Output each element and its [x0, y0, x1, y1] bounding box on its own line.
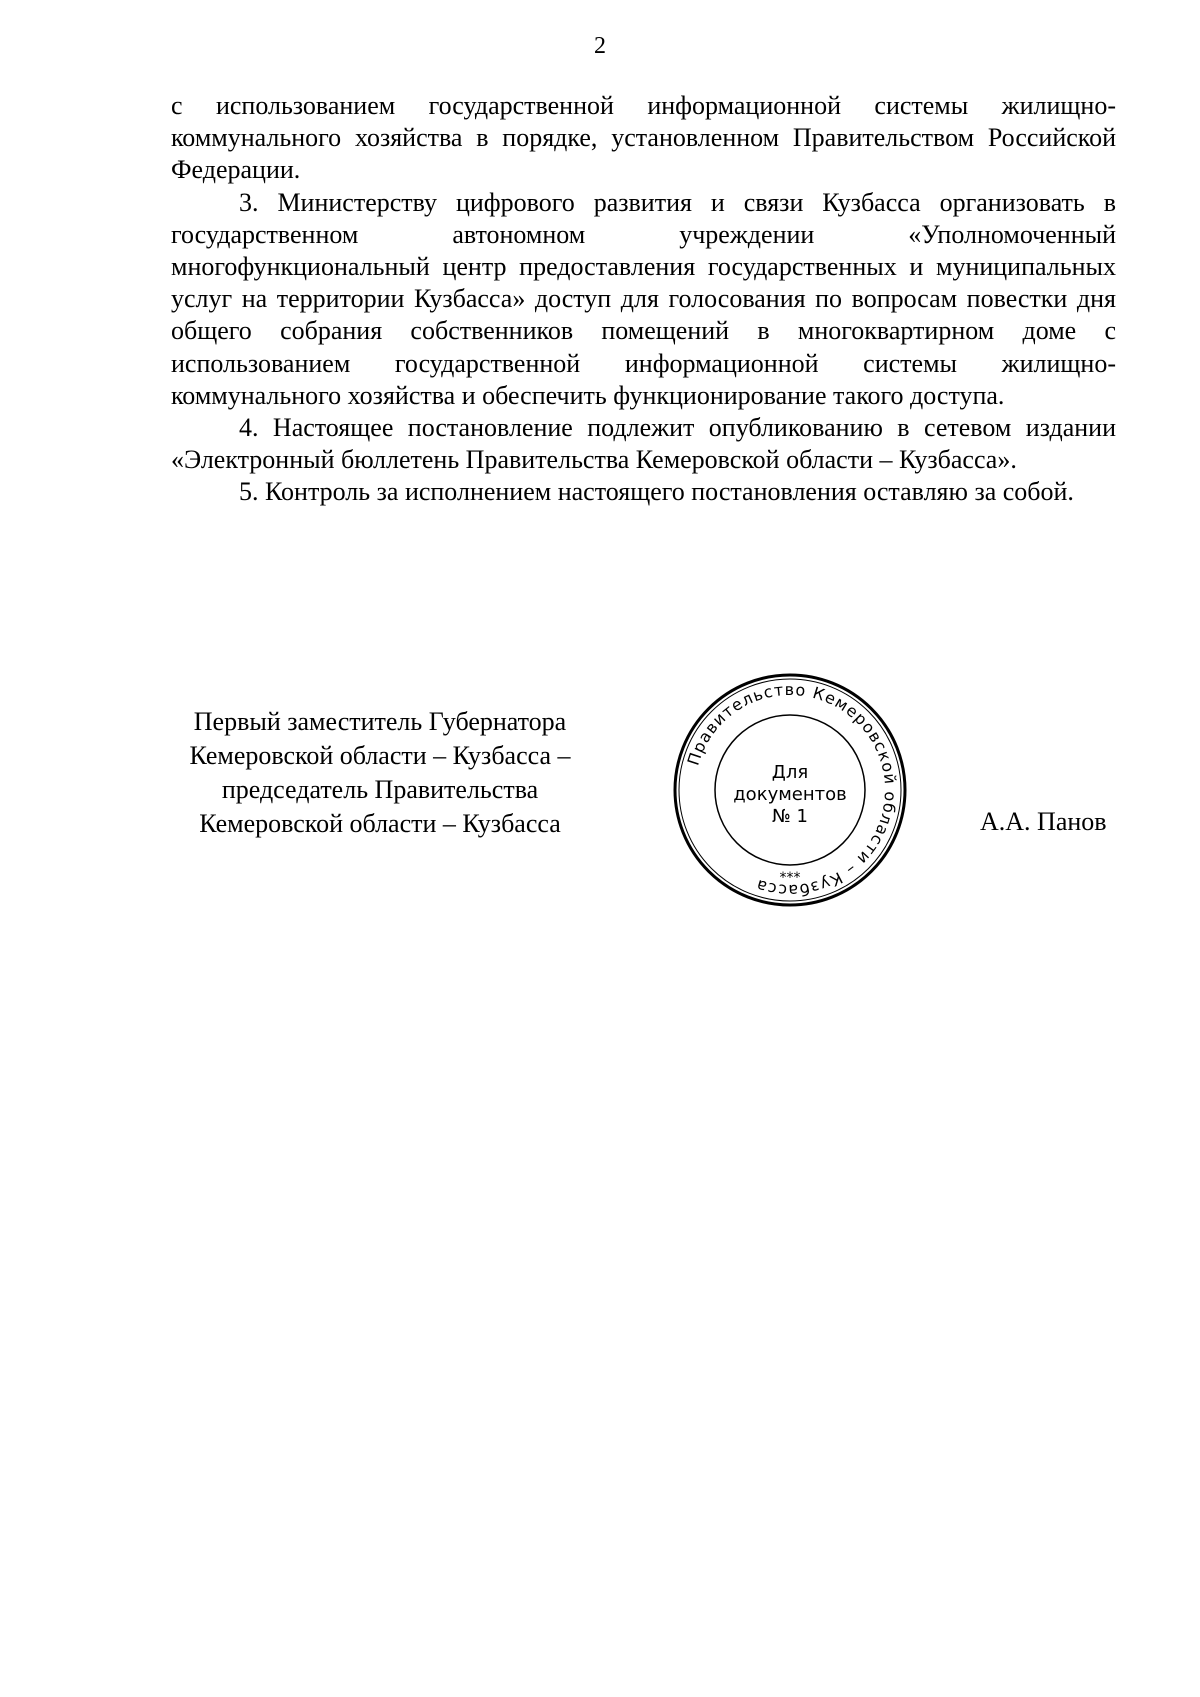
- document-body: [171, 90, 1116, 509]
- paragraph-3: 3. Министерству цифрового развития и связи Кузбасса организовать в государственном автономном учреждении «Уполномоченный многофункциональный центр предоставления государственных и муниципальных услуг на территории Кузбасса» доступ для голосования по вопросам повестки дня общего собрания собственников помещений в многоквартирном доме с использованием государственной информационной системы жилищно-коммунального хозяйства и обеспечить функционирование такого доступа.: [171, 187, 1116, 410]
- paragraph-continuation: с использованием государственной информационной системы жилищно-коммунального хозяйства в порядке, установленном Правительством Российской Федерации.: [171, 91, 1116, 185]
- seal-center-line: документов: [733, 784, 847, 805]
- paragraph-5: 5. Контроль за исполнением настоящего постановления оставляю за собой.: [239, 477, 1074, 507]
- seal-bottom-mark: ***: [779, 870, 801, 886]
- seal-center-line: № 1: [772, 806, 808, 827]
- signatory-title-line: Первый заместитель Губернатора: [193, 707, 567, 736]
- seal-graphic: [670, 670, 910, 910]
- signatory-title: [150, 705, 610, 841]
- official-seal: [670, 670, 910, 910]
- seal-ring-text: Правительство Кемеровской области – Кузбасса: [683, 679, 901, 901]
- signatory-title-line: Кемеровской области – Кузбасса –: [189, 741, 571, 770]
- page-number: 2: [594, 33, 606, 59]
- seal-center-line: Для: [771, 762, 809, 783]
- signatory-title-line: председатель Правительства: [221, 775, 539, 804]
- signatory-name: А.А. Панов: [980, 807, 1107, 836]
- signatory-title-line: Кемеровской области – Кузбасса: [199, 809, 561, 838]
- paragraph-4: 4. Настоящее постановление подлежит опубликованию в сетевом издании «Электронный бюллетень Правительства Кемеровской области – Кузбасса».: [171, 413, 1116, 475]
